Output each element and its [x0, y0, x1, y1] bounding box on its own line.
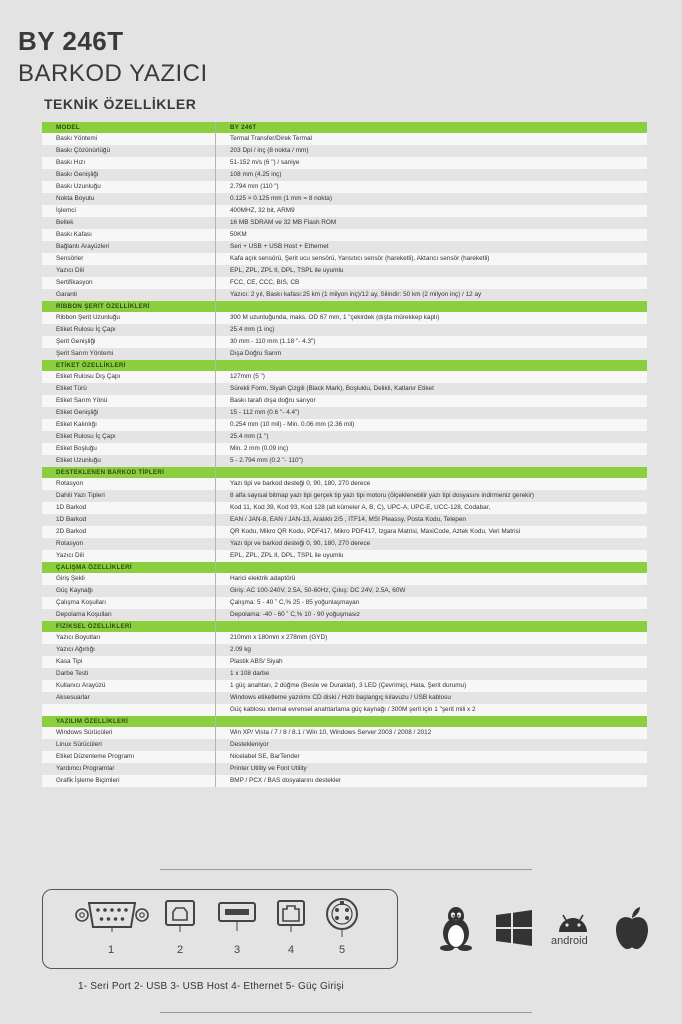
spec-value: 210mm x 180mm x 278mm (GYD) — [216, 632, 648, 644]
spec-label: Yazıcı Boyutları — [42, 632, 216, 644]
spec-row — [42, 609, 647, 621]
spec-label — [42, 704, 216, 716]
spec-row — [42, 502, 647, 514]
spec-row — [42, 704, 647, 716]
product-title: BARKOD YAZICI — [18, 60, 208, 87]
android-label: android — [551, 935, 588, 947]
spec-value: 50KM — [216, 229, 648, 241]
spec-label: Etiket Rulosu Dış Çapı — [42, 371, 216, 383]
section-band-row — [42, 562, 647, 573]
section-heading: ÇALIŞMA ÖZELLİKLERİ — [42, 562, 216, 573]
spec-value: 300 M uzunluğunda, maks. OD 67 mm, 1 "çekirdek (dışta mürekkep kaplı) — [216, 312, 648, 324]
spec-row — [42, 395, 647, 407]
spec-row — [42, 775, 647, 787]
spec-row — [42, 348, 647, 360]
model-title: BY 246T — [18, 26, 124, 56]
spec-row — [42, 312, 647, 324]
spec-label: İşlemci — [42, 205, 216, 217]
spec-label: Şerit Sarım Yöntemi — [42, 348, 216, 360]
spec-value: Giriş: AC 100-240V, 2.5A, 50-60Hz, Çıkış: DC 24V, 2.5A, 60W — [216, 585, 648, 597]
spec-row — [42, 478, 647, 490]
spec-row — [42, 573, 647, 585]
spec-value: Termal Transfer/Direk Termal — [216, 133, 648, 145]
spec-row — [42, 289, 647, 301]
apple-icon — [614, 906, 650, 950]
spec-value: Seri + USB + USB Host + Ethernet — [216, 241, 648, 253]
section-band-row — [42, 716, 647, 727]
section-heading-value: BY 246T — [216, 122, 648, 133]
spec-label: Şerit Genişliği — [42, 336, 216, 348]
spec-value: Dışa Doğru Sarım — [216, 348, 648, 360]
section-heading: RİBBON ŞERİT ÖZELLİKLERİ — [42, 301, 216, 312]
spec-label: Dahili Yazı Tipleri — [42, 490, 216, 502]
spec-label: Aksesuarlar — [42, 692, 216, 704]
section-heading: MODEL — [42, 122, 216, 133]
linux-tux-icon — [436, 905, 476, 951]
spec-value: Sürekli Form, Siyah Çizgili (Black Mark), Boşluklu, Delikli, Katlanır Etiket — [216, 383, 648, 395]
spec-label: Baskı Uzunluğu — [42, 181, 216, 193]
spec-value: 8 alfa sayısal bitmap yazı tipi gerçek tip yazı tipi motoru (ölçeklenebilir yazı tipi dosyasını indirmeniz gerekir) — [216, 490, 648, 502]
spec-label: Etiket Türü — [42, 383, 216, 395]
spec-row — [42, 443, 647, 455]
spec-row — [42, 550, 647, 562]
spec-label: 2D Barkod — [42, 526, 216, 538]
spec-value: Win XP/ Vista / 7 / 8 / 8.1 / Win 10, Windows Server 2003 / 2008 / 2012 — [216, 727, 648, 739]
spec-row — [42, 585, 647, 597]
spec-value: 127mm (5 ") — [216, 371, 648, 383]
section-heading-value — [216, 716, 648, 727]
spec-label: Etiket Sarım Yönü — [42, 395, 216, 407]
spec-label: Rotasyon — [42, 538, 216, 550]
section-heading-value — [216, 621, 648, 632]
spec-value: Kafa açık sensörü, Şerit ucu sensörü, Yansıtıcı sensör (hareketli), Aktarıcı sensör (hareketli) — [216, 253, 648, 265]
spec-row — [42, 336, 647, 348]
section-heading: YAZILIM ÖZELLİKLERİ — [42, 716, 216, 727]
windows-icon — [496, 910, 532, 946]
spec-label: Windows Sürücüleri — [42, 727, 216, 739]
spec-row — [42, 739, 647, 751]
spec-value: 30 mm - 110 mm (1.18 "- 4.3") — [216, 336, 648, 348]
spec-row — [42, 680, 647, 692]
spec-label: Giriş Şekli — [42, 573, 216, 585]
spec-value: EPL, ZPL, ZPL II, DPL, TSPL ile uyumlu — [216, 265, 648, 277]
spec-value: 16 MB SDRAM ve 32 MB Flash ROM — [216, 217, 648, 229]
spec-value: Plastik ABS/ Siyah — [216, 656, 648, 668]
spec-row — [42, 632, 647, 644]
spec-row — [42, 419, 647, 431]
divider-top — [160, 869, 532, 870]
spec-row — [42, 656, 647, 668]
spec-value: BMP / PCX / BAS dosyalarını destekler — [216, 775, 648, 787]
spec-value: Güç kablosu xternal evrensel anahtarlama güç kaynağı / 300M şerit için 1 "şerit mili x 2 — [216, 704, 648, 716]
spec-row — [42, 217, 647, 229]
port-caption: 1- Seri Port 2- USB 3- USB Host 4- Ethernet 5- Güç Girişi — [78, 981, 344, 992]
spec-value: Baskı tarafı dışa doğru sarıyor — [216, 395, 648, 407]
spec-row — [42, 538, 647, 550]
spec-label: Darbe Testi — [42, 668, 216, 680]
section-band-row — [42, 301, 647, 312]
section-heading: FİZİKSEL ÖZELLİKLERİ — [42, 621, 216, 632]
spec-row — [42, 727, 647, 739]
ethernet-icon — [275, 898, 307, 932]
spec-row — [42, 597, 647, 609]
spec-value: 0.125 × 0.125 mm (1 mm = 8 nokta) — [216, 193, 648, 205]
spec-label: Etiket Uzunluğu — [42, 455, 216, 467]
spec-row — [42, 407, 647, 419]
spec-row — [42, 229, 647, 241]
usb-host-icon — [217, 901, 257, 931]
android-icon — [553, 910, 593, 934]
spec-label: Etiket Rulosu İç Çapı — [42, 431, 216, 443]
usb-b-icon — [163, 898, 197, 932]
spec-label: Sensörler — [42, 253, 216, 265]
spec-value: 108 mm (4.25 inç) — [216, 169, 648, 181]
spec-label: Yardımcı Programlar — [42, 763, 216, 775]
serial-port-icon — [74, 898, 150, 932]
spec-label: Yazıcı Dili — [42, 550, 216, 562]
spec-label: Yazıcı Dili — [42, 265, 216, 277]
port-number-1: 1 — [107, 944, 115, 956]
divider-bottom — [160, 1012, 532, 1013]
spec-value: FCC, CE, CCC, BIS, CB — [216, 277, 648, 289]
spec-value: Windows etiketleme yazılımı CD diski / Hızlı başlangıç kılavuzu / USB kablosu — [216, 692, 648, 704]
spec-value: Yazıcı: 2 yıl, Baskı kafası:25 km (1 milyon inç)/12 ay, Silindir: 50 km (2 milyon inç) / 12 ay — [216, 289, 648, 301]
spec-row — [42, 253, 647, 265]
spec-label: Etiket Boşluğu — [42, 443, 216, 455]
spec-label: Baskı Yöntemi — [42, 133, 216, 145]
spec-value: 2.794 mm (110 ") — [216, 181, 648, 193]
spec-row — [42, 241, 647, 253]
spec-label: Etiket Genişliği — [42, 407, 216, 419]
section-heading-value — [216, 301, 648, 312]
spec-value: Kod 11, Kod 39, Kod 93, Kod 128 (alt kümeler A, B, C), UPC-A, UPC-E, UCC-128, Codabar, — [216, 502, 648, 514]
spec-row — [42, 383, 647, 395]
spec-value: EAN / JAN-8, EAN / JAN-13, Aralıklı 2/5 , ITF14, MSI Pleassy, Posta Kodu, Telepen — [216, 514, 648, 526]
spec-label: Depolama Koşulları — [42, 609, 216, 621]
spec-value: Nicelabel SE, BarTender — [216, 751, 648, 763]
spec-value: Destekleniyor — [216, 739, 648, 751]
port-number-4: 4 — [287, 944, 295, 956]
spec-label: 1D Barkod — [42, 514, 216, 526]
spec-label: Çalışma Koşulları — [42, 597, 216, 609]
spec-row — [42, 751, 647, 763]
section-band-row — [42, 621, 647, 632]
spec-value: 203 Dpi / inç (8 nokta / mm) — [216, 145, 648, 157]
spec-value: Harici elektrik adaptörü — [216, 573, 648, 585]
spec-label: Baskı Hızı — [42, 157, 216, 169]
spec-row — [42, 644, 647, 656]
spec-row — [42, 133, 647, 145]
spec-row — [42, 692, 647, 704]
spec-label: Baskı Çözünürlüğü — [42, 145, 216, 157]
spec-row — [42, 490, 647, 502]
spec-label: Kasa Tipi — [42, 656, 216, 668]
spec-row — [42, 431, 647, 443]
spec-row — [42, 514, 647, 526]
spec-value: EPL, ZPL, ZPL II, DPL, TSPL ile uyumlu — [216, 550, 648, 562]
spec-value: 400MHZ, 32 bit, ARM9 — [216, 205, 648, 217]
section-heading-value — [216, 467, 648, 478]
spec-label: Bağlantı Arayüzleri — [42, 241, 216, 253]
spec-row — [42, 205, 647, 217]
spec-label: Sertifikasyon — [42, 277, 216, 289]
spec-row — [42, 145, 647, 157]
spec-row — [42, 455, 647, 467]
spec-value: Yazı tipi ve barkod desteği 0, 90, 180, 270 derece — [216, 538, 648, 550]
spec-label: Güç Kaynağı — [42, 585, 216, 597]
spec-row — [42, 193, 647, 205]
spec-value: 25.4 mm (1 ") — [216, 431, 648, 443]
spec-row — [42, 324, 647, 336]
spec-label: Grafik İşleme Biçimleri — [42, 775, 216, 787]
spec-value: Min. 2 mm (0.09 inç) — [216, 443, 648, 455]
spec-value: 0.254 mm (10 mil) - Min. 0.06 mm (2.36 mil) — [216, 419, 648, 431]
spec-label: Baskı Kafası — [42, 229, 216, 241]
spec-value: 15 - 112 mm (0.6 "- 4.4") — [216, 407, 648, 419]
spec-value: 2.09 kg — [216, 644, 648, 656]
spec-row — [42, 169, 647, 181]
spec-row — [42, 157, 647, 169]
spec-row — [42, 668, 647, 680]
section-title: TEKNİK ÖZELLİKLER — [44, 96, 197, 112]
port-number-2: 2 — [176, 944, 184, 956]
spec-label: Nokta Boyutu — [42, 193, 216, 205]
section-heading-value — [216, 360, 648, 371]
section-band-row — [42, 467, 647, 478]
spec-value: Depolama: -40 - 60 ˚ C,% 10 - 90 yoğuşmasız — [216, 609, 648, 621]
section-heading: DESTEKLENEN BARKOD TİPLERİ — [42, 467, 216, 478]
spec-row — [42, 277, 647, 289]
spec-label: Etiket Kalınlığı — [42, 419, 216, 431]
spec-value: 5 - 2.794 mm (0.2 "- 110") — [216, 455, 648, 467]
spec-row — [42, 371, 647, 383]
section-band-row — [42, 122, 647, 133]
section-heading: ETİKET ÖZELLİKLERİ — [42, 360, 216, 371]
spec-label: Linux Sürücüleri — [42, 739, 216, 751]
port-number-3: 3 — [233, 944, 241, 956]
spec-row — [42, 265, 647, 277]
section-band-row — [42, 360, 647, 371]
spec-value: QR Kodu, Mikro QR Kodu, PDF417, Mikro PDF417, Izgara Matrisi, MaxiCode, Aztek Kodu, Veri Matrisi — [216, 526, 648, 538]
spec-label: Etiket Rulosu İç Çapı — [42, 324, 216, 336]
power-din-icon — [325, 897, 359, 937]
spec-label: Kullanıcı Arayüzü — [42, 680, 216, 692]
spec-row — [42, 526, 647, 538]
section-heading-value — [216, 562, 648, 573]
spec-label: Yazıcı Ağırlığı — [42, 644, 216, 656]
spec-value: 1 güç anahtarı, 2 düğme (Besle ve Duraklat), 3 LED (Çevrimiçi, Hata, Şerit durumu) — [216, 680, 648, 692]
spec-value: Printer Utility ve Font Utility — [216, 763, 648, 775]
spec-value: Yazı tipi ve barkod desteği 0, 90, 180, 270 derece — [216, 478, 648, 490]
spec-label: Baskı Genişliği — [42, 169, 216, 181]
spec-label: Etiket Düzenleme Programı — [42, 751, 216, 763]
spec-table — [42, 122, 647, 787]
spec-label: Garanti — [42, 289, 216, 301]
spec-row — [42, 763, 647, 775]
spec-value: 51-152 m/s (6 ") / saniye — [216, 157, 648, 169]
spec-label: Rotasyon — [42, 478, 216, 490]
port-number-5: 5 — [338, 944, 346, 956]
spec-label: 1D Barkod — [42, 502, 216, 514]
spec-value: Çalışma: 5 - 40 ˚ C,% 25 - 85 yoğunlaşmayan — [216, 597, 648, 609]
spec-value: 1 x 108 darbe — [216, 668, 648, 680]
spec-label: Bellek — [42, 217, 216, 229]
spec-label: Ribbon Şerit Uzunluğu — [42, 312, 216, 324]
spec-row — [42, 181, 647, 193]
spec-value: 25.4 mm (1 inç) — [216, 324, 648, 336]
